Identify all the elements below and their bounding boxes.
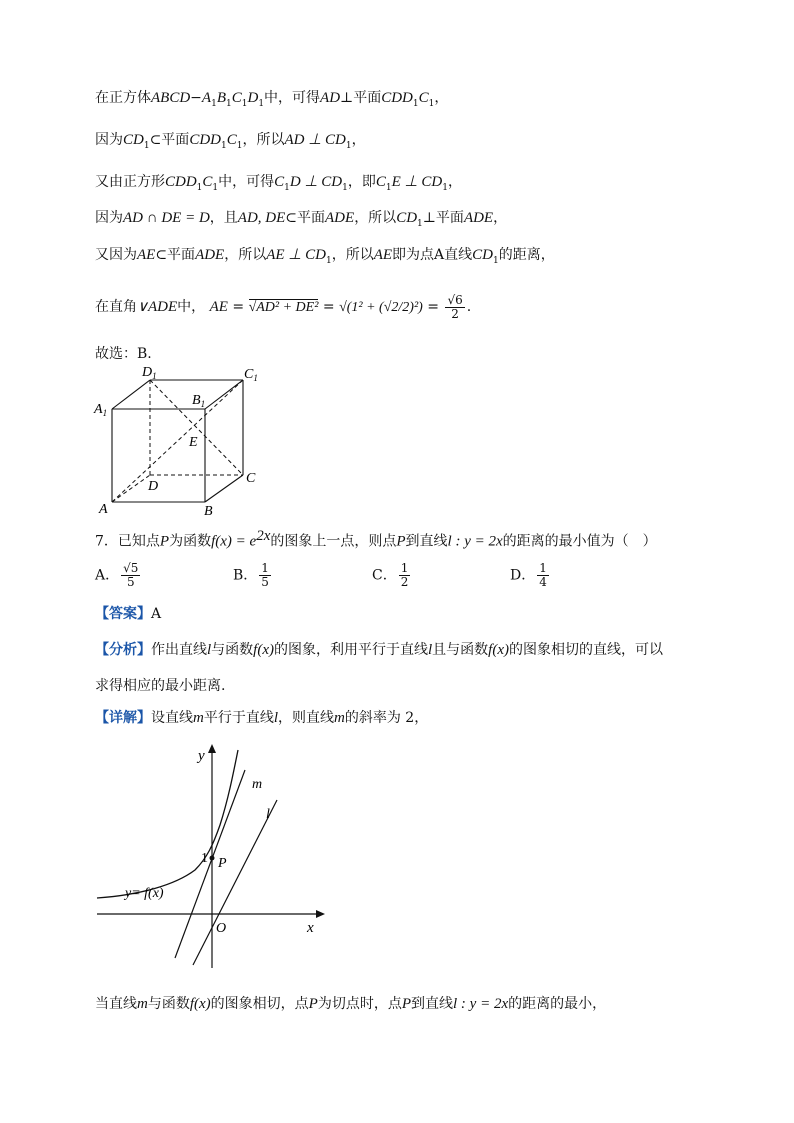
function-graph	[95, 740, 335, 975]
label-b1: $B_1$	[192, 393, 206, 409]
proof-line-6: 在直角∨ADE中， AE = √AD² + DE² = √(1² + (√2/2)²) = $\frac{√6}{2}$ .	[95, 292, 472, 321]
diagonal-a-c1	[112, 380, 243, 502]
label-x: x	[307, 920, 314, 936]
detail-tag: 【详解】	[95, 710, 151, 726]
x-axis-arrow	[316, 910, 325, 918]
label-d: D	[148, 479, 159, 494]
proof-line-4: 因为AD ∩ DE = D，且AD, DE⊂平面ADE，所以$CD_1\perp$平面ADE，	[95, 210, 508, 229]
cube-edge	[205, 475, 243, 502]
label-c: C	[246, 471, 256, 486]
proof-line-2: 因为$CD_1\subset$平面$CDD_1C_1$，所以AD ⊥ $CD_1$，	[95, 132, 366, 151]
choice-d[interactable]: D． $\frac{1}{4}$	[510, 561, 547, 589]
line-l	[193, 800, 277, 965]
label-o: O	[216, 921, 227, 936]
answer-tag: 【答案】	[95, 606, 151, 622]
y-axis-arrow	[208, 744, 216, 753]
analysis-tag: 【分析】	[95, 642, 151, 658]
label-l: l	[266, 807, 270, 822]
proof-line-5: 又因为AE⊂平面ADE，所以AE ⊥ $CD_1$，所以AE即为点A直线$CD_1$的距离，	[95, 247, 555, 266]
label-d1: $D_1$	[142, 365, 157, 381]
curve-f	[97, 750, 238, 898]
choice-c[interactable]: C． $\frac{1}{2}$	[372, 561, 409, 589]
detail-line: 【详解】设直线m平行于直线l，则直线m的斜率为 2，	[95, 710, 429, 726]
last-line: 当直线m与函数f(x)的图象相切，点P为切点时，点P到直线l : y = 2x的距离的最小，	[95, 996, 607, 1012]
label-c1: $C_1$	[244, 367, 258, 383]
cube-edge	[205, 380, 243, 409]
label-one: 1	[201, 851, 208, 866]
proof-line-1: 在正方体$ABCD-A_1B_1C_1D_1$中，可得AD⊥平面$CDD_1C_1$，	[95, 90, 449, 109]
point-p	[210, 856, 215, 861]
proof-line-3: 又由正方形$CDD_1C_1$中，可得$C_1D$ ⊥ $CD_1$，即$C_1E$ ⊥ $CD_1$，	[95, 174, 462, 193]
answer-line: 【答案】A	[95, 606, 162, 622]
fraction-sqrt6-over-2: $\frac{√6}{2}$	[447, 292, 463, 321]
label-y: y	[198, 748, 205, 764]
cube-figure	[92, 362, 272, 517]
choice-b[interactable]: B． $\frac{1}{5}$	[233, 561, 269, 589]
label-a1: $A_1$	[94, 402, 108, 418]
label-e: E	[189, 435, 198, 450]
label-a: A	[99, 502, 108, 517]
line-m	[175, 770, 245, 958]
choose-line: 故选：B.	[95, 346, 152, 362]
choice-a[interactable]: A． $\frac{√5}{5}$	[95, 561, 139, 589]
hidden-edge	[112, 475, 150, 502]
label-fx: y= f(x)	[125, 886, 164, 901]
cube-edge	[112, 380, 150, 409]
label-p: P	[218, 856, 227, 871]
analysis-line-1: 【分析】作出直线l与函数f(x)的图象，利用平行于直线l且与函数f(x)的图象相切的直线，可以	[95, 642, 663, 658]
question-7: 7．已知点P为函数$f(x) = e^{2x}$的图象上一点，则点P到直线l : y = 2x的距离的最小值为（ ）	[95, 528, 657, 550]
label-b: B	[204, 504, 213, 517]
analysis-line-2: 求得相应的最小距离.	[95, 678, 226, 694]
label-m: m	[252, 777, 263, 792]
